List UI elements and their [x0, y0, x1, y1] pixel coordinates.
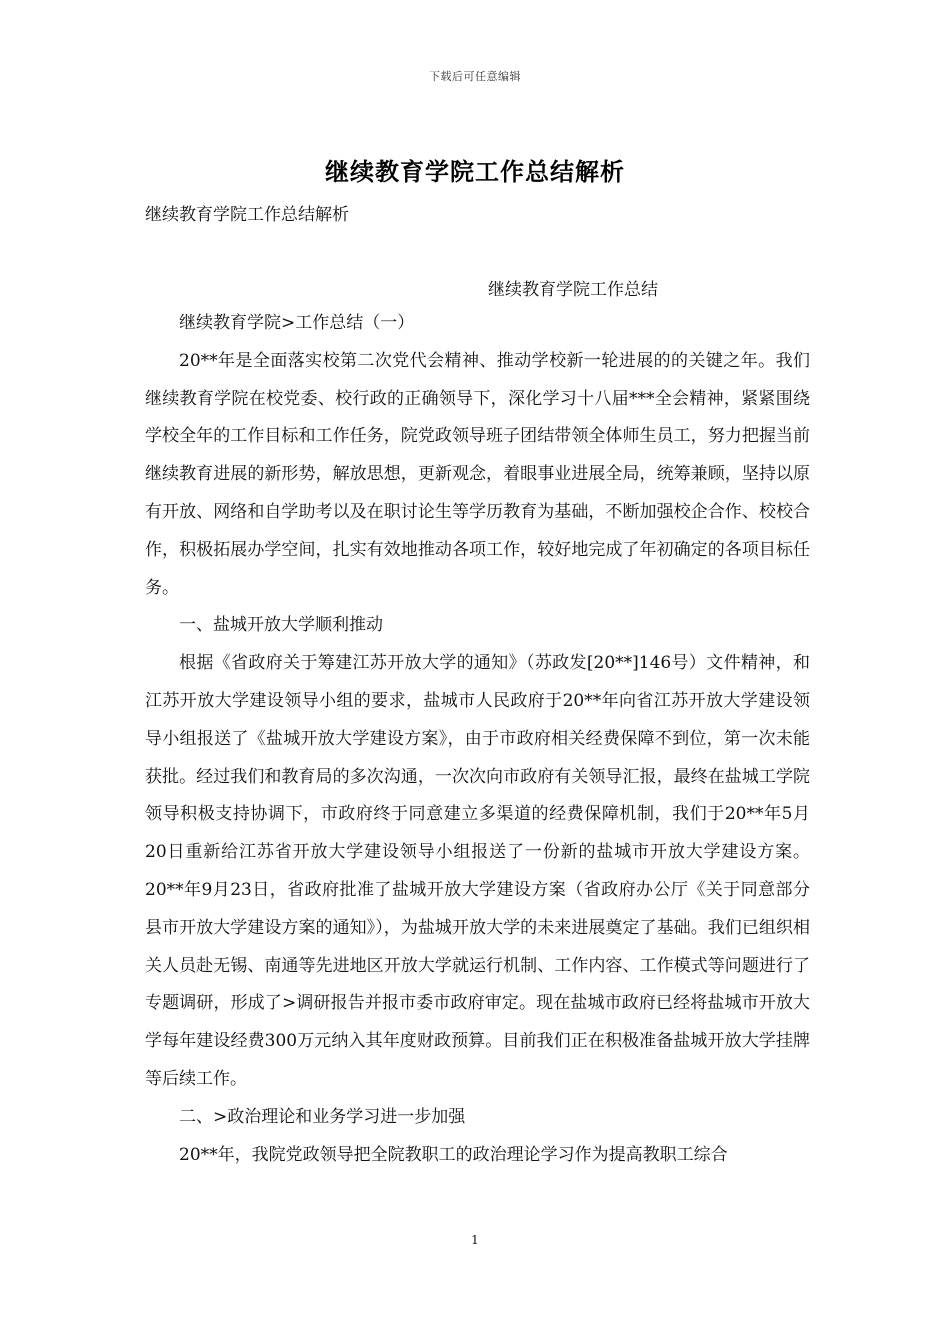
paragraph-intro: 20**年是全面落实校第二次党代会精神、推动学校新一轮进展的的关键之年。我们继续教育学院在校党委、校行政的正确领导下，深化学习十八届***全会精神，紧紧围绕学校全年的工作目标和工作任务，院党政领导班子团结带领全体师生员工，努力把握当前继续教育进展的新形势，解放思想，更新观念，着眼事业进展全局，统筹兼顾，坚持以原有开放、网络和自学助考以及在职讨论生等学历教育为基础，不断加强校企合作、校校合作，积极拓展办学空间，扎实有效地推动各项工作，较好地完成了年初确定的各项目标任务。 — [145, 350, 810, 598]
paragraph-series-label: 继续教育学院>工作总结（一） — [179, 313, 415, 333]
body-text — [145, 305, 810, 1174]
paragraph-section-heading-2: 二、>政治理论和业务学习进一步加强 — [179, 1106, 466, 1127]
page-number: 1 — [471, 1233, 479, 1247]
document-title: 继续教育学院工作总结解析 — [325, 157, 625, 186]
header-note: 下载后可任意编辑 — [429, 70, 521, 83]
paragraph-section-heading-1: 一、盐城开放大学顺利推动 — [179, 615, 383, 636]
document-subtitle: 继续教育学院工作总结解析 — [145, 205, 349, 225]
paragraph-open-university: 根据《省政府关于筹建江苏开放大学的通知》（苏政发[20**]146号）文件精神，和江苏开放大学建设领导小组的要求，盐城市人民政府于20**年向省江苏开放大学建设领导小组报送了《盐城开放大学建设方案》，由于市政府相关经费保障不到位，第一次未能获批。经过我们和教育局的多次沟通，一次次向市政府有关领导汇报，最终在盐城工学院领导积极支持协调下，市政府终于同意建立多渠道的经费保障机制，我们于20**年5月20日重新给江苏省开放大学建设领导小组报送了一份新的盐城市开放大学建设方案。20**年9月23日，省政府批准了盐城开放大学建设方案（省政府办公厅《关于同意部分县市开放大学建设方案的通知》），为盐城开放大学的未来进展奠定了基础。我们已组织相关人员赴无锡、南通等先进地区开放大学就运行机制、工作内容、工作模式等问题进行了专题调研，形成了>调研报告并报市委市政府审定。现在盐城市政府已经将盐城市开放大学每年建设经费300万元纳入其年度财政预算。目前我们正在积极准备盐城开放大学挂牌等后续工作。 — [145, 653, 810, 1089]
section-heading: 继续教育学院工作总结 — [488, 280, 658, 300]
paragraph-political-study: 20**年，我院党政领导把全院教职工的政治理论学习作为提高教职工综合 — [179, 1144, 728, 1165]
